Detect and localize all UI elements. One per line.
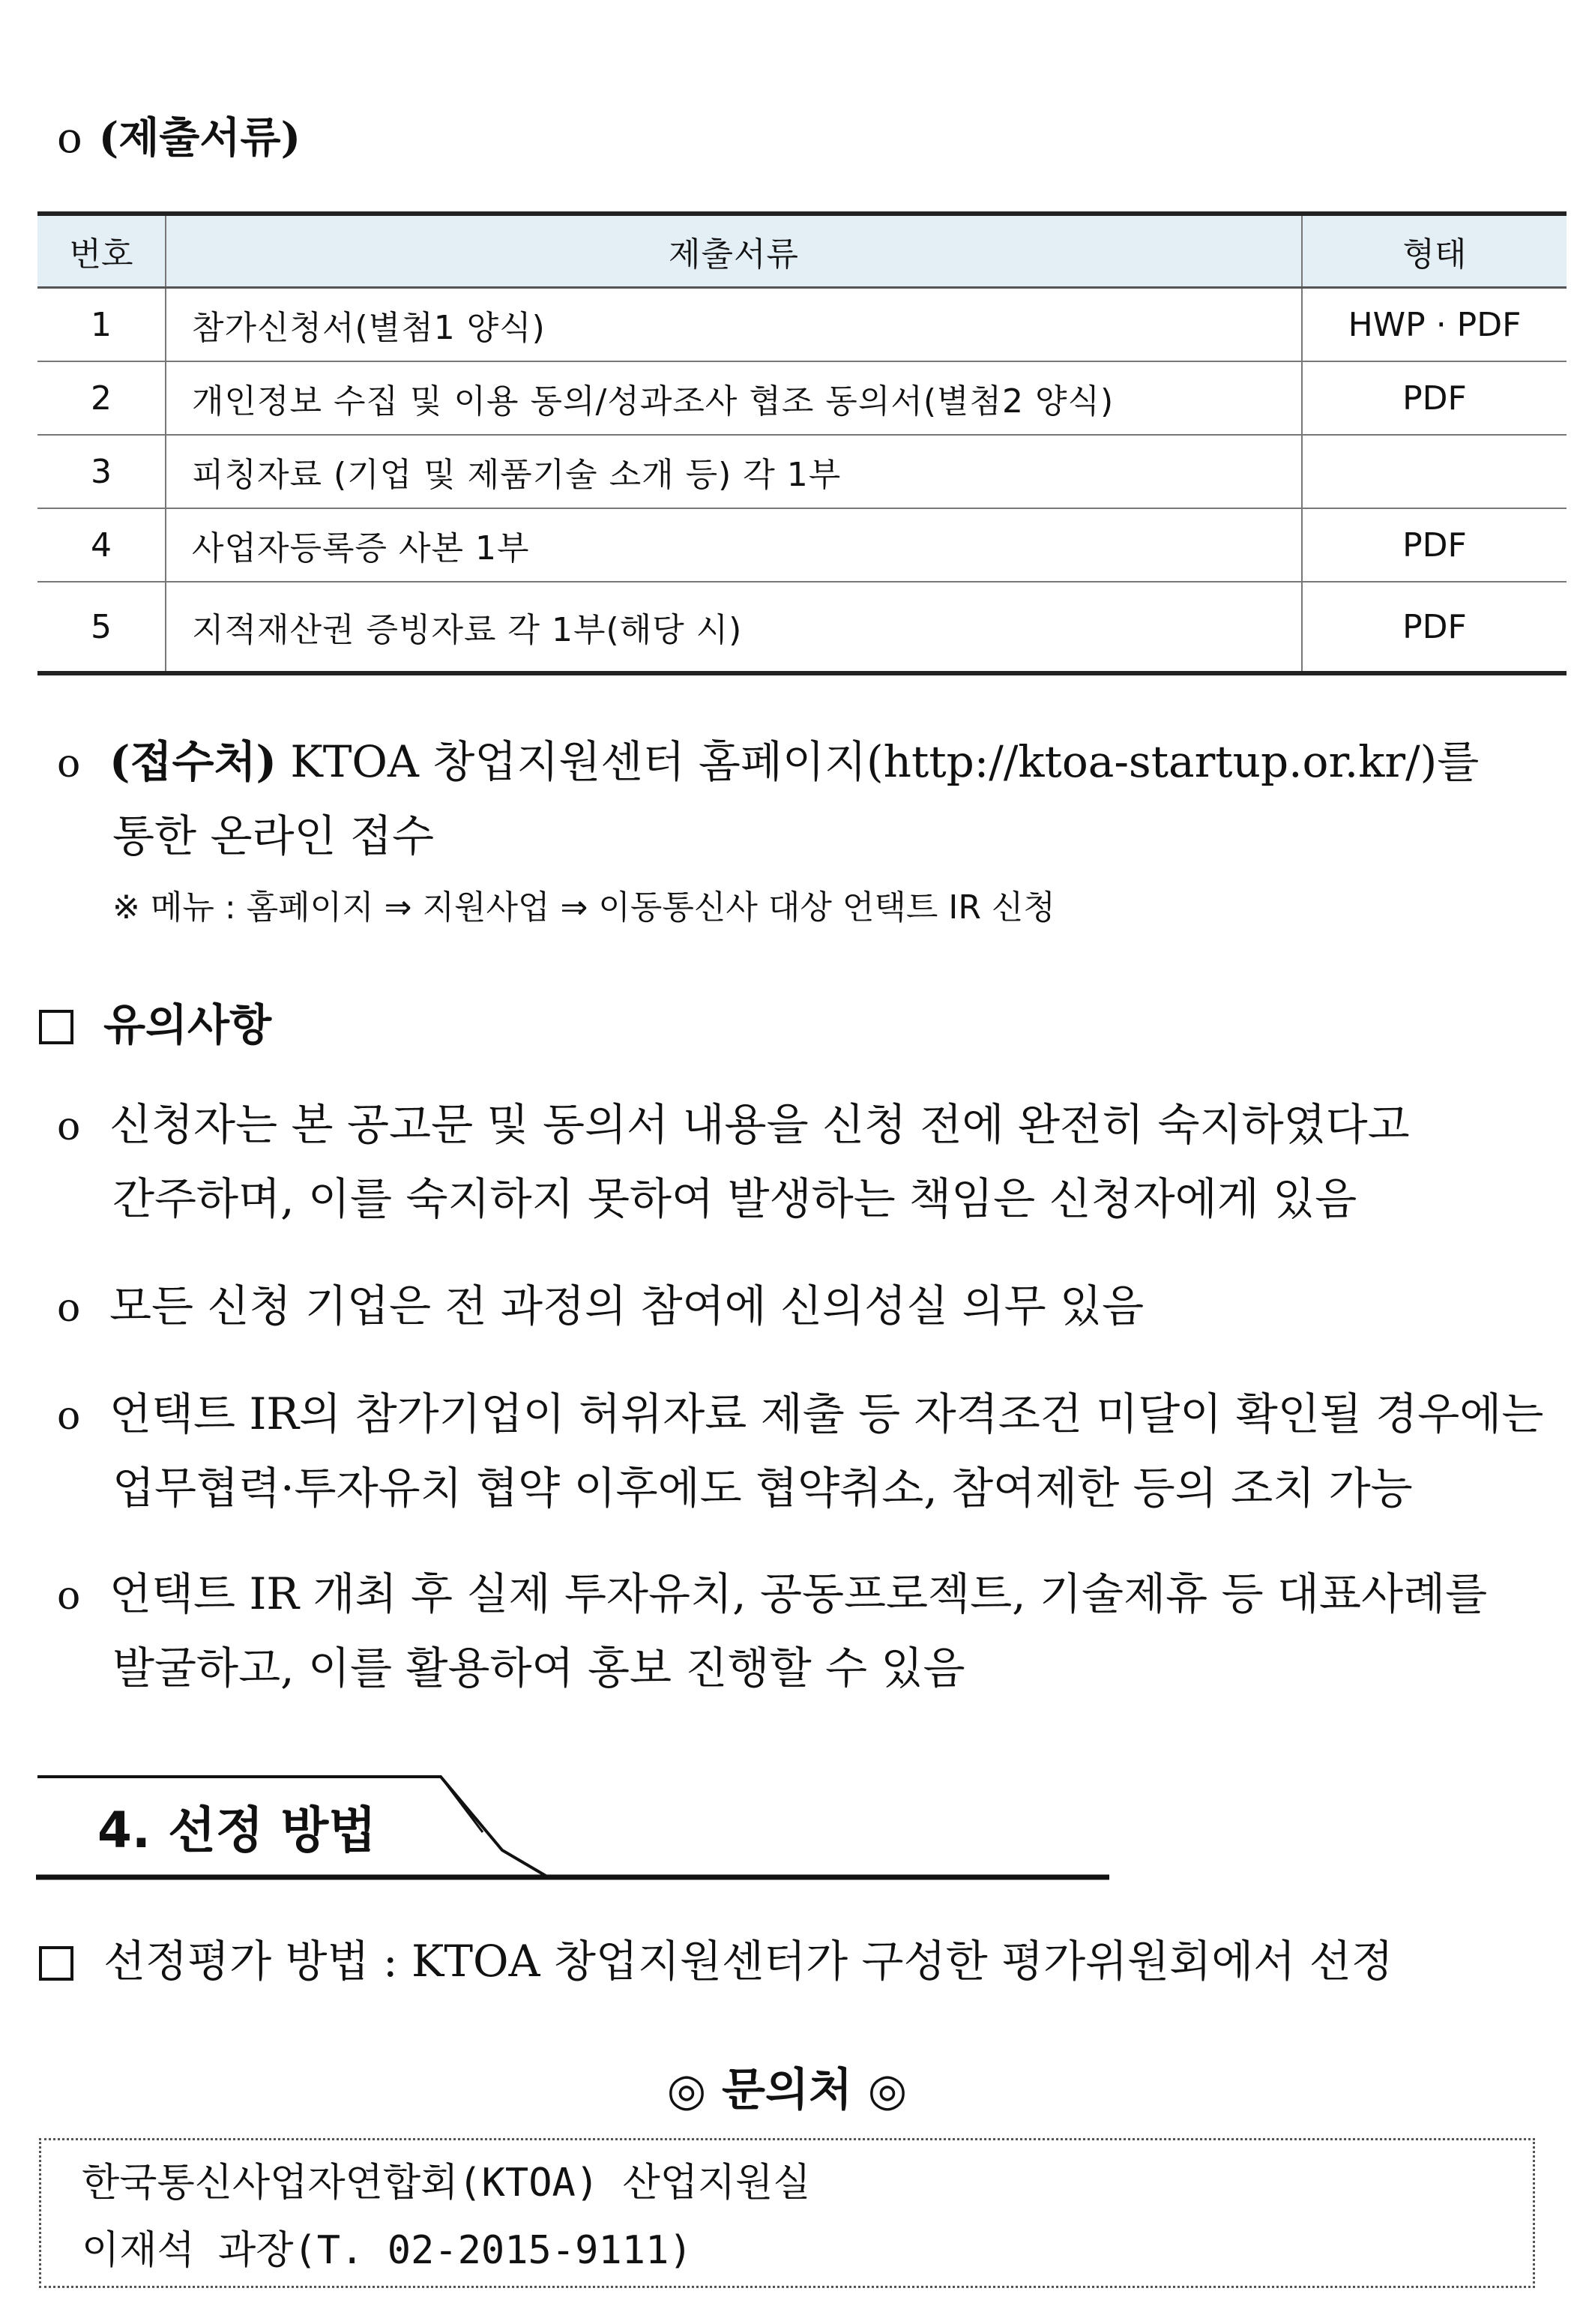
contact-org: 한국통신사업자연합회(KTOA) 산업지원실 — [82, 2161, 811, 2206]
bullet: o — [57, 1394, 81, 1439]
reception-line-1 — [57, 726, 1564, 800]
contact-person: 이재석 과장(T. 02-2015-9111) — [82, 2228, 693, 2273]
heading-text: (제출서류) — [98, 113, 301, 163]
row-form: PDF — [1402, 526, 1467, 565]
row-no: 2 — [37, 362, 166, 434]
selection-method-text: 선정평가 방법 : KTOA 창업지원센터가 구성한 평가위원회에서 선정 — [103, 1936, 1393, 1987]
column-header-doc: 제출서류 — [166, 216, 1303, 286]
reception-text: KTOA 창업지원센터 홈페이지(http://ktoa-startup.or.kr/)를 — [276, 736, 1480, 787]
row-no: 1 — [37, 289, 166, 361]
row-doc: 지적재산권 증빙자료 각 1부(해당 시) — [166, 582, 1303, 671]
row-form: PDF — [1402, 379, 1467, 418]
notice-line: 신청자는 본 공고문 및 동의서 내용을 신청 전에 완전히 숙지하였다고 — [109, 1099, 1410, 1150]
notices-heading — [39, 990, 271, 1053]
notice-line: 발굴하고, 이를 활용하여 홍보 진행할 수 있음 — [112, 1643, 965, 1694]
notice-line: 업무협력·투자유치 협약 이후에도 협약취소, 참여제한 등의 조치 가능 — [112, 1463, 1413, 1514]
submission-docs-heading — [57, 105, 301, 165]
row-no: 4 — [37, 509, 166, 581]
table-row — [37, 509, 1567, 582]
contact-box — [39, 2138, 1535, 2288]
notice-item — [57, 1558, 1564, 1704]
table-row — [37, 582, 1567, 671]
bullet: o — [57, 1574, 81, 1619]
row-no: 3 — [37, 436, 166, 508]
reception-note: ※ 메뉴 : 홈페이지 ⇒ 지원사업 ⇒ 이동통신사 대상 언택트 IR 신청 — [112, 888, 1055, 927]
notice-line: 모든 신청 기업은 전 과정의 참여에 신의성실 의무 있음 — [109, 1280, 1145, 1331]
row-form: HWP · PDF — [1348, 305, 1522, 344]
notice-item — [57, 1089, 1564, 1235]
checkbox-square-icon — [39, 1010, 73, 1044]
row-doc: 사업자등록증 사본 1부 — [166, 509, 1303, 581]
row-form — [1303, 436, 1567, 508]
bullet: o — [57, 114, 82, 163]
notice-item — [57, 1270, 1564, 1344]
reception-label: (접수처) — [109, 736, 277, 787]
column-header-no: 번호 — [37, 216, 166, 286]
reception-line-2: 통한 온라인 접수 — [112, 810, 435, 861]
row-doc: 참가신청서(별첨1 양식) — [166, 289, 1303, 361]
notice-line: 언택트 IR의 참가기업이 허위자료 제출 등 자격조건 미달이 확인될 경우에는 — [109, 1388, 1544, 1439]
notice-line: 언택트 IR 개최 후 실제 투자유치, 공동프로젝트, 기술제휴 등 대표사례를 — [109, 1568, 1488, 1619]
row-doc: 개인정보 수집 및 이용 동의/성과조사 협조 동의서(별첨2 양식) — [166, 362, 1303, 434]
row-doc: 피칭자료 (기업 및 제품기술 소개 등) 각 1부 — [166, 436, 1303, 508]
row-no: 5 — [37, 582, 166, 671]
bullet: o — [57, 1104, 81, 1149]
contact-title: ◎ 문의처 ◎ — [666, 2064, 908, 2116]
table-header-row — [37, 216, 1567, 289]
section-title: 4. 선정 방법 — [97, 1801, 376, 1859]
table-row — [37, 436, 1567, 509]
bullet: o — [57, 741, 81, 786]
notices-heading-text: 유의사항 — [103, 999, 272, 1050]
bullet: o — [57, 1286, 81, 1331]
selection-method — [39, 1925, 1568, 1997]
column-header-form: 형태 — [1402, 235, 1467, 274]
table-row — [37, 289, 1567, 362]
reception-paragraph — [57, 726, 1564, 872]
table-row — [37, 362, 1567, 436]
checkbox-square-icon — [39, 1946, 73, 1981]
row-form: PDF — [1402, 607, 1467, 646]
submission-docs-table — [37, 211, 1567, 675]
notice-item — [57, 1378, 1564, 1524]
notice-line: 간주하며, 이를 숙지하지 못하여 발생하는 책임은 신청자에게 있음 — [112, 1173, 1357, 1224]
